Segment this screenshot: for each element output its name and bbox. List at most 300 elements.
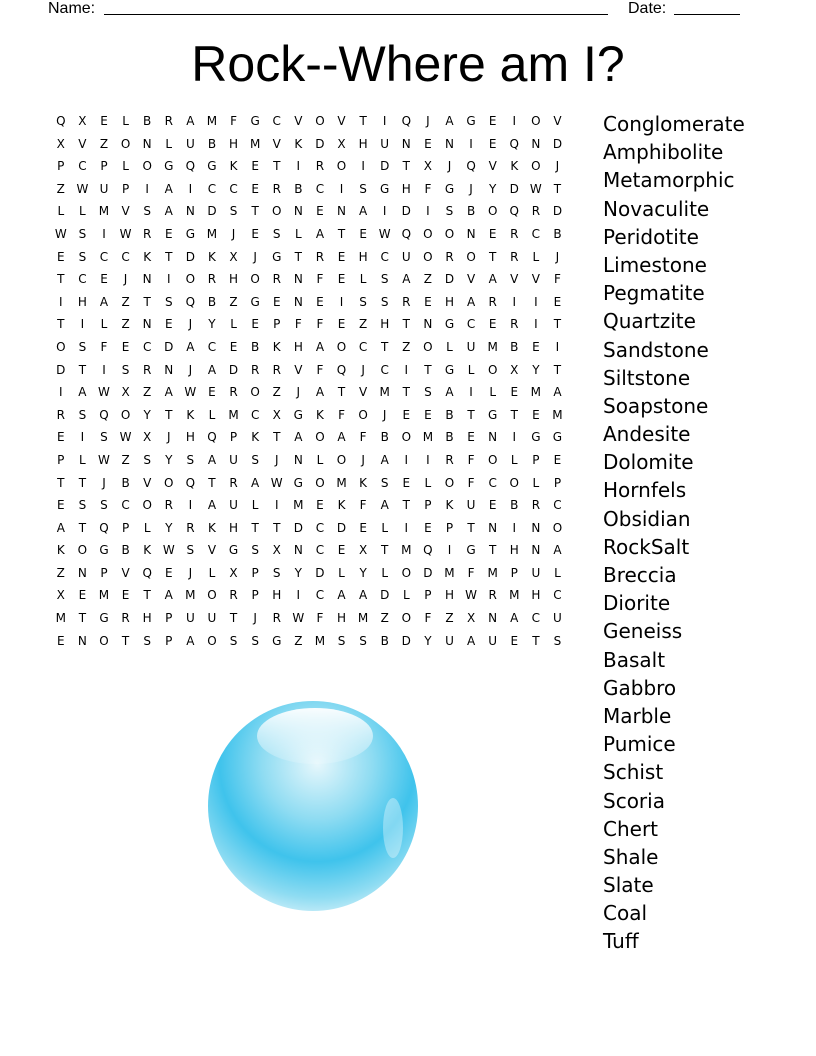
grid-cell: L xyxy=(424,475,432,490)
grid-cell: E xyxy=(316,204,324,219)
grid-cell: N xyxy=(293,294,303,309)
grid-cell: G xyxy=(293,407,303,422)
grid-cell: N xyxy=(293,204,303,219)
grid-cell: X xyxy=(121,385,130,400)
grid-cell: T xyxy=(489,249,497,264)
grid-cell: K xyxy=(186,407,195,422)
grid-cell: D xyxy=(185,249,195,264)
grid-cell: T xyxy=(57,317,65,332)
grid-cell: M xyxy=(379,385,390,400)
grid-row xyxy=(50,293,590,316)
grid-cell: D xyxy=(336,520,347,535)
grid-row xyxy=(50,202,590,225)
grid-cell: T xyxy=(359,114,367,128)
grid-cell: F xyxy=(100,339,108,354)
grid-cell: W xyxy=(119,226,132,241)
grid-cell: A xyxy=(380,452,389,467)
grid-cell: O xyxy=(120,407,131,422)
grid-cell: I xyxy=(188,181,193,196)
grid-cell: Z xyxy=(445,611,454,626)
grid-cell: F xyxy=(467,475,475,490)
grid-cell: I xyxy=(296,159,301,174)
grid-cell: E xyxy=(510,633,519,648)
grid-cell: A xyxy=(164,385,173,400)
grid-cell: O xyxy=(77,543,88,558)
grid-cell: T xyxy=(78,475,87,490)
grid-row xyxy=(50,609,590,632)
grid-cell: B xyxy=(121,543,130,558)
grid-cell: H xyxy=(272,588,282,603)
grid-cell: P xyxy=(445,520,454,535)
grid-cell: Z xyxy=(121,317,130,332)
word-list-item: Amphibolite xyxy=(603,140,724,165)
grid-cell: C xyxy=(358,339,368,354)
grid-cell: R xyxy=(531,204,541,219)
grid-cell: S xyxy=(359,181,367,196)
grid-cell: J xyxy=(166,430,171,445)
grid-cell: E xyxy=(121,339,130,354)
grid-cell: E xyxy=(337,317,346,332)
grid-row xyxy=(50,248,590,271)
grid-cell: D xyxy=(552,204,563,219)
grid-cell: I xyxy=(102,226,106,241)
grid-cell: O xyxy=(531,114,541,128)
grid-cell: A xyxy=(359,204,368,219)
grid-cell: E xyxy=(553,452,562,467)
grid-cell: T xyxy=(402,317,410,332)
grid-cell: E xyxy=(488,498,497,513)
grid-cell: W xyxy=(465,588,478,603)
grid-cell: C xyxy=(250,407,260,422)
grid-cell: E xyxy=(251,226,259,241)
grid-cell: Q xyxy=(99,520,109,535)
grid-cell: L xyxy=(402,588,410,603)
grid-cell: S xyxy=(380,475,389,490)
grid-cell: T xyxy=(78,362,87,377)
grid-cell: D xyxy=(315,565,325,580)
grid-cell: X xyxy=(510,362,519,377)
grid-cell: J xyxy=(447,159,452,174)
grid-cell: M xyxy=(552,407,563,422)
grid-cell: J xyxy=(555,249,560,264)
grid-cell: M xyxy=(206,114,218,128)
grid-row xyxy=(50,338,590,361)
grid-cell: X xyxy=(78,114,87,128)
grid-cell: Z xyxy=(380,611,389,626)
grid-cell: J xyxy=(253,249,257,264)
grid-cell: J xyxy=(426,114,430,128)
grid-cell: H xyxy=(531,588,541,603)
grid-cell: I xyxy=(512,520,517,535)
grid-cell: K xyxy=(208,520,216,535)
grid-cell: S xyxy=(380,294,389,309)
grid-cell: Q xyxy=(401,114,412,128)
grid-cell: A xyxy=(445,385,454,400)
grid-cell: R xyxy=(186,520,195,535)
grid-cell: V xyxy=(488,159,497,174)
grid-cell: E xyxy=(272,294,281,309)
grid-cell: A xyxy=(207,362,217,377)
grid-cell: C xyxy=(121,249,130,264)
grid-cell: I xyxy=(512,114,517,128)
grid-row xyxy=(50,135,590,158)
grid-cell: Q xyxy=(185,475,196,490)
grid-cell: M xyxy=(293,498,304,513)
grid-cell: Z xyxy=(423,272,432,287)
grid-cell: O xyxy=(99,633,109,648)
grid-cell: N xyxy=(293,452,303,467)
grid-cell: R xyxy=(272,362,281,377)
grid-cell: T xyxy=(165,249,173,264)
grid-cell: G xyxy=(207,159,217,174)
grid-cell: S xyxy=(78,339,87,354)
grid-cell: T xyxy=(337,226,346,241)
grid-cell: R xyxy=(164,498,173,513)
grid-row xyxy=(50,361,590,384)
name-field-line[interactable] xyxy=(104,14,608,15)
grid-cell: I xyxy=(361,159,365,174)
grid-row xyxy=(50,157,590,180)
grid-cell: W xyxy=(378,226,391,241)
grid-cell: R xyxy=(488,588,497,603)
grid-cell: M xyxy=(357,611,369,626)
grid-cell: O xyxy=(487,204,498,219)
grid-cell: P xyxy=(121,520,130,535)
grid-cell: J xyxy=(253,611,257,626)
grid-cell: T xyxy=(553,181,562,196)
grid-cell: F xyxy=(316,611,324,626)
grid-cell: E xyxy=(57,249,65,264)
grid-cell: T xyxy=(273,520,281,535)
grid-cell: V xyxy=(294,362,303,377)
grid-cell: L xyxy=(143,520,151,535)
grid-cell: W xyxy=(184,385,197,400)
grid-cell: V xyxy=(294,114,303,128)
grid-cell: C xyxy=(315,588,325,603)
grid-cell: W xyxy=(119,430,132,445)
grid-cell: A xyxy=(164,588,173,603)
grid-cell: K xyxy=(445,498,454,513)
word-list-item: Limestone xyxy=(603,252,707,277)
grid-cell: X xyxy=(466,611,476,626)
grid-cell: N xyxy=(77,633,87,648)
grid-cell: C xyxy=(315,520,325,535)
date-label: Date: xyxy=(628,0,667,17)
grid-cell: P xyxy=(100,159,108,174)
grid-cell: I xyxy=(426,204,430,219)
grid-cell: R xyxy=(488,294,497,309)
grid-cell: G xyxy=(488,407,498,422)
grid-cell: A xyxy=(359,588,368,603)
grid-cell: Z xyxy=(294,633,303,648)
grid-cell: N xyxy=(401,136,411,151)
grid-cell: T xyxy=(208,475,216,490)
grid-cell: N xyxy=(444,136,454,151)
grid-cell: A xyxy=(207,498,217,513)
grid-cell: O xyxy=(272,204,282,219)
grid-cell: P xyxy=(553,475,562,490)
grid-cell: K xyxy=(143,249,152,264)
grid-cell: L xyxy=(381,565,389,580)
grid-cell: E xyxy=(78,588,87,603)
grid-cell: P xyxy=(165,633,173,648)
grid-cell: A xyxy=(164,204,173,219)
grid-cell: E xyxy=(424,294,432,309)
grid-cell: L xyxy=(532,475,540,490)
grid-cell: O xyxy=(207,588,217,603)
grid-cell: U xyxy=(488,633,498,648)
grid-cell: U xyxy=(207,611,217,626)
grid-cell: T xyxy=(381,543,389,558)
grid-cell: P xyxy=(424,588,432,603)
grid-cell: E xyxy=(532,407,540,422)
grid-cell: E xyxy=(164,317,173,332)
word-list-item: Coal xyxy=(603,901,648,926)
grid-cell: E xyxy=(164,226,173,241)
grid-cell: N xyxy=(293,272,303,287)
grid-cell: T xyxy=(121,633,130,648)
grid-cell: K xyxy=(315,407,324,422)
grid-cell: T xyxy=(251,204,259,219)
grid-cell: R xyxy=(121,611,130,626)
name-label: Name: xyxy=(48,0,96,17)
grid-cell: K xyxy=(251,430,260,445)
grid-row xyxy=(50,383,590,406)
grid-cell: S xyxy=(251,633,259,648)
grid-cell: B xyxy=(380,633,389,648)
grid-cell: O xyxy=(509,475,519,490)
grid-cell: F xyxy=(424,181,432,196)
grid-cell: P xyxy=(165,611,173,626)
grid-cell: T xyxy=(337,385,346,400)
grid-cell: C xyxy=(99,249,109,264)
grid-cell: N xyxy=(142,272,152,287)
grid-cell: E xyxy=(359,226,367,241)
grid-cell: F xyxy=(359,430,367,445)
grid-cell: G xyxy=(552,430,563,445)
grid-cell: T xyxy=(57,272,65,287)
grid-cell: A xyxy=(294,430,303,445)
grid-cell: E xyxy=(488,226,497,241)
grid-cell: F xyxy=(294,317,302,332)
grid-cell: A xyxy=(402,272,411,287)
grid-cell: Z xyxy=(229,294,238,309)
grid-cell: R xyxy=(445,452,454,467)
grid-cell: P xyxy=(57,159,65,174)
grid-cell: N xyxy=(77,565,87,580)
grid-cell: S xyxy=(359,633,367,648)
word-list-item: Marble xyxy=(603,703,672,728)
grid-cell: F xyxy=(230,114,237,128)
grid-cell: H xyxy=(380,317,390,332)
grid-cell: E xyxy=(488,136,497,151)
grid-cell: U xyxy=(445,633,454,648)
grid-cell: K xyxy=(208,249,216,264)
grid-cell: T xyxy=(402,498,410,513)
grid-cell: Y xyxy=(165,520,173,535)
grid-cell: M xyxy=(509,588,520,603)
word-list-item: Dolomite xyxy=(603,450,694,475)
grid-cell: M xyxy=(55,611,66,626)
grid-cell: M xyxy=(401,543,412,558)
grid-cell: B xyxy=(466,204,476,219)
grid-cell: K xyxy=(56,543,65,558)
grid-cell: C xyxy=(531,226,541,241)
grid-cell: B xyxy=(121,475,130,490)
grid-cell: F xyxy=(316,362,324,377)
date-field-line[interactable] xyxy=(674,14,740,15)
word-list-item: Chert xyxy=(603,816,659,841)
grid-cell: H xyxy=(358,249,368,264)
grid-cell: Y xyxy=(424,633,432,648)
grid-cell: O xyxy=(531,159,541,174)
grid-cell: E xyxy=(510,385,519,400)
grid-cell: L xyxy=(79,204,86,219)
grid-cell: A xyxy=(553,543,562,558)
grid-cell: T xyxy=(510,407,518,422)
grid-cell: E xyxy=(488,317,497,332)
grid-cell: X xyxy=(272,407,281,422)
grid-cell: S xyxy=(380,272,389,287)
grid-cell: S xyxy=(100,498,108,513)
grid-cell: D xyxy=(315,136,325,151)
grid-cell: J xyxy=(469,181,473,196)
grid-cell: I xyxy=(404,520,409,535)
grid-cell: G xyxy=(272,633,282,648)
grid-row xyxy=(50,112,590,135)
grid-cell: O xyxy=(401,611,412,626)
grid-cell: P xyxy=(100,565,108,580)
grid-cell: I xyxy=(469,136,473,151)
grid-cell: S xyxy=(424,385,432,400)
grid-cell: E xyxy=(57,430,65,445)
grid-cell: O xyxy=(401,565,412,580)
grid-cell: B xyxy=(251,339,260,354)
grid-cell: F xyxy=(316,272,324,287)
grid-cell: G xyxy=(228,543,239,558)
grid-cell: I xyxy=(339,181,344,196)
grid-row xyxy=(50,496,590,519)
grid-cell: E xyxy=(251,181,259,196)
grid-row xyxy=(50,406,590,429)
grid-cell: N xyxy=(142,136,152,151)
grid-cell: M xyxy=(98,588,110,603)
grid-cell: A xyxy=(466,633,476,648)
grid-cell: O xyxy=(315,475,325,490)
grid-row xyxy=(50,315,590,338)
grid-cell: E xyxy=(100,272,108,287)
grid-cell: X xyxy=(358,543,368,558)
grid-cell: T xyxy=(402,159,410,174)
grid-cell: S xyxy=(78,226,87,241)
grid-cell: E xyxy=(402,475,411,490)
word-search-grid xyxy=(50,112,590,654)
grid-cell: N xyxy=(531,543,541,558)
grid-cell: C xyxy=(380,362,389,377)
grid-cell: D xyxy=(509,181,519,196)
grid-cell: O xyxy=(444,226,455,241)
grid-cell: E xyxy=(208,385,216,400)
grid-cell: R xyxy=(164,114,173,128)
grid-cell: Z xyxy=(99,136,109,151)
grid-cell: T xyxy=(553,362,562,377)
grid-cell: W xyxy=(270,475,283,490)
grid-cell: O xyxy=(315,114,325,128)
grid-cell: W xyxy=(98,452,110,467)
grid-cell: F xyxy=(424,611,432,626)
word-list-item: Obsidian xyxy=(603,506,691,531)
grid-cell: E xyxy=(337,543,346,558)
grid-cell: C xyxy=(121,498,130,513)
grid-cell: M xyxy=(228,407,239,422)
grid-cell: N xyxy=(531,520,541,535)
grid-row xyxy=(50,474,590,497)
grid-cell: S xyxy=(143,204,151,219)
grid-cell: C xyxy=(207,339,217,354)
grid-cell: L xyxy=(79,452,86,467)
grid-cell: Q xyxy=(142,565,152,580)
grid-cell: Q xyxy=(185,159,196,174)
grid-cell: I xyxy=(469,385,473,400)
grid-cell: R xyxy=(56,407,65,422)
grid-cell: A xyxy=(337,430,346,445)
grid-cell: I xyxy=(404,452,409,467)
grid-cell: R xyxy=(207,272,217,287)
grid-cell: L xyxy=(57,204,65,219)
grid-cell: A xyxy=(186,339,195,354)
grid-cell: Y xyxy=(532,362,540,377)
grid-cell: T xyxy=(229,611,238,626)
grid-cell: Q xyxy=(466,159,476,174)
grid-cell: S xyxy=(143,633,151,648)
word-list-item: Breccia xyxy=(603,563,677,587)
grid-cell: S xyxy=(186,452,195,467)
grid-cell: C xyxy=(272,114,281,128)
grid-cell: Y xyxy=(489,181,497,196)
grid-cell: X xyxy=(56,588,65,603)
grid-cell: P xyxy=(229,430,238,445)
grid-cell: H xyxy=(358,136,368,151)
grid-cell: V xyxy=(337,114,346,128)
grid-cell: Z xyxy=(143,385,152,400)
grid-cell: B xyxy=(445,430,454,445)
grid-cell: N xyxy=(142,317,152,332)
grid-cell: O xyxy=(142,159,152,174)
grid-cell: E xyxy=(337,249,346,264)
grid-cell: K xyxy=(272,339,281,354)
grid-cell: G xyxy=(466,543,476,558)
grid-cell: G xyxy=(293,475,303,490)
grid-cell: U xyxy=(401,249,411,264)
word-list xyxy=(603,111,745,957)
grid-cell: B xyxy=(207,136,217,151)
grid-cell: L xyxy=(381,520,389,535)
grid-cell: L xyxy=(554,565,561,580)
grid-cell: E xyxy=(316,294,324,309)
grid-cell: G xyxy=(444,181,455,196)
grid-cell: T xyxy=(489,543,497,558)
grid-cell: G xyxy=(444,317,455,332)
grid-cell: N xyxy=(423,317,433,332)
grid-cell: F xyxy=(316,317,324,332)
grid-cell: U xyxy=(229,498,238,513)
grid-cell: Z xyxy=(358,317,368,332)
grid-cell: J xyxy=(188,565,193,580)
grid-cell: Z xyxy=(121,452,130,467)
grid-cell: U xyxy=(185,136,195,151)
grid-cell: B xyxy=(445,407,454,422)
grid-cell: B xyxy=(553,226,562,241)
